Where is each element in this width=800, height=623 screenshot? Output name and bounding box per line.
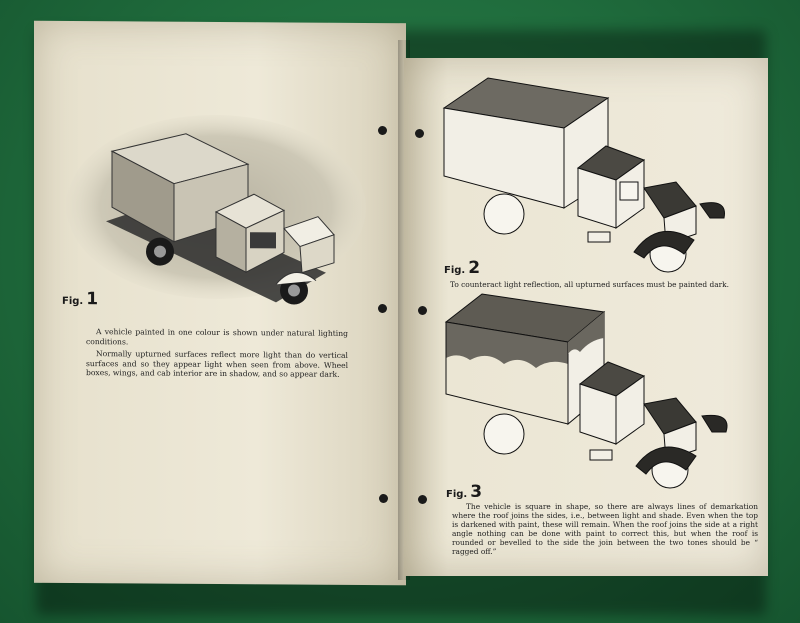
fig-1-label: [62, 289, 98, 309]
fig-2-truck-line-drawing: [438, 68, 738, 273]
fig-word: Fig.: [444, 265, 466, 276]
fig-2-caption: To counteract light reflection, all upturned surfaces must be painted dark.: [450, 280, 729, 289]
binding-hole: [415, 129, 424, 138]
fig-3-label: [446, 482, 482, 502]
fig-word: Fig.: [446, 489, 468, 500]
fig-word: Fig.: [62, 295, 84, 308]
fig-2-label: [444, 258, 480, 278]
binding-hole: [378, 304, 387, 313]
right-page: [404, 58, 768, 576]
fig-number: 1: [86, 289, 99, 310]
binding-hole: [379, 494, 388, 503]
fig-number: 3: [470, 482, 483, 502]
fig-3-truck-line-drawing: [440, 294, 740, 494]
fig-number: 2: [468, 258, 481, 278]
binding-hole: [378, 126, 387, 135]
binding-hole: [418, 306, 427, 315]
binding-hole: [418, 495, 427, 504]
fig-1-truck-illustration: [66, 111, 366, 303]
fig-1-paragraph-1: A vehicle painted in one colour is shown under natural lighting conditions.: [86, 327, 348, 346]
fig-3-caption: The vehicle is square in shape, so there are always lines of demarkation where the roof joins the sides, i.e., between light and shade. Even when the top is darkened with paint, these will remain. When the roof joins the side at a right angle nothing can be done with paint to correct this, but when the roof is rounded or bevelled to the side the join between the two tones should be “ ragged off.”: [452, 502, 758, 556]
fig-1-paragraph-2: Normally upturned surfaces reflect more light than do vertical surfaces and so they appear light when seen from above. Wheel boxes, wings, and cab interior are in shadow, and so appear dark.: [86, 349, 348, 380]
left-page: [34, 21, 406, 586]
